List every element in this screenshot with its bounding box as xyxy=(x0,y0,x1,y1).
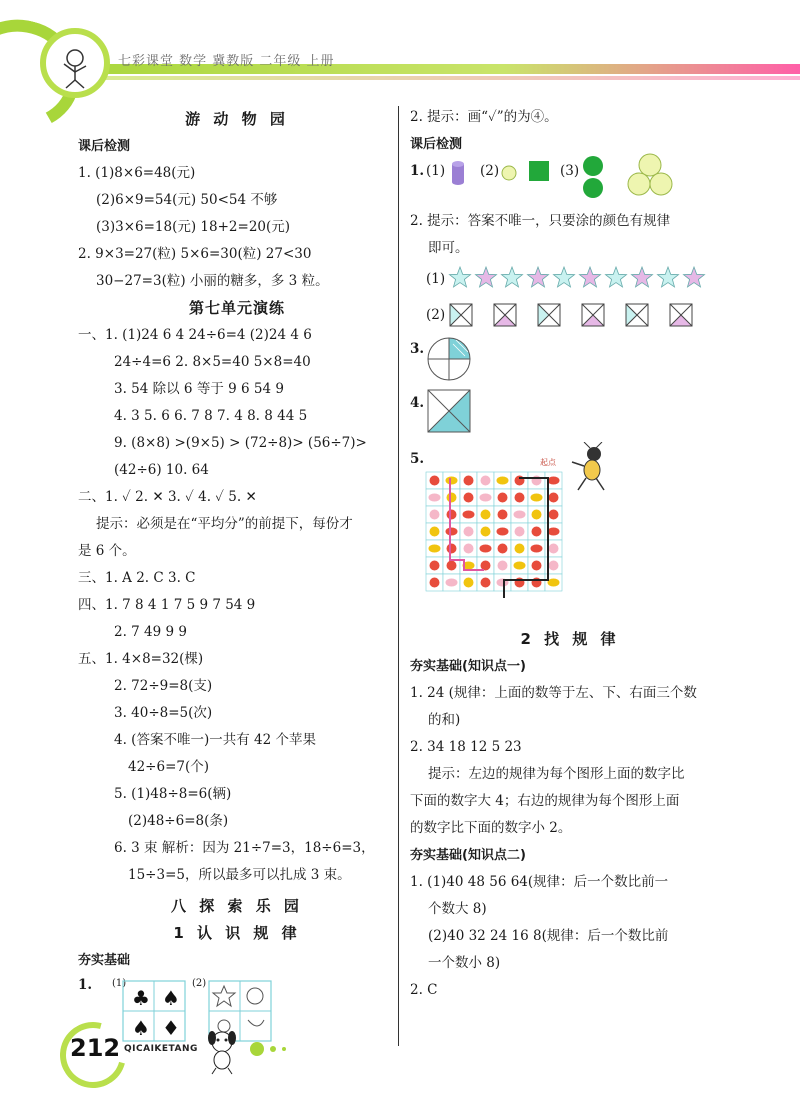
figure-label: (1) xyxy=(112,978,127,989)
star-shape xyxy=(658,267,679,287)
stars-row xyxy=(410,262,730,298)
crossed-square-shape xyxy=(450,304,472,326)
answer-line: 一、1. (1)24 6 4 24÷6=4 (2)24 4 6 xyxy=(78,327,312,343)
fruit-cell xyxy=(548,579,560,587)
answer-line: 1. (1)8×6=48(元) xyxy=(78,165,196,181)
fruit-cell xyxy=(548,528,560,536)
fruit-cell xyxy=(515,544,525,554)
fruit-cell xyxy=(497,477,509,485)
figure-label: (2) xyxy=(426,307,446,323)
maze-figure-group xyxy=(410,446,730,626)
question-number: 3. xyxy=(410,341,425,357)
page-footer xyxy=(60,1020,360,1090)
fruit-cell xyxy=(481,527,491,537)
figure-label: (2) xyxy=(480,163,500,179)
fruit-cell xyxy=(498,561,508,571)
section-heading-after-class: 课后检测 xyxy=(410,137,463,152)
answer-line: 2. 7 49 9 9 xyxy=(114,624,187,640)
answer-line: 4. (答案不唯一)一共有 42 个苹果 xyxy=(114,732,316,748)
fruit-cell xyxy=(531,545,543,553)
fruit-cell xyxy=(464,527,474,537)
answer-line: 4. 3 5. 6 6. 7 8 7. 4 8. 8 44 5 xyxy=(114,408,308,424)
question-number: 5. xyxy=(410,451,425,467)
hint-line: 下面的数字大 4；右边的规律为每个图形上面 xyxy=(410,793,680,809)
hint-line: 2. 提示：答案不唯一，只要涂的颜色有规律 xyxy=(410,213,671,229)
answer-line: 3. 40÷8=5(次) xyxy=(114,705,213,721)
fruit-cell xyxy=(548,477,560,485)
figure-label: (2) xyxy=(192,978,207,989)
footer-dots xyxy=(250,1042,286,1056)
ant-mascot-icon xyxy=(560,442,620,502)
page-number: 212 xyxy=(70,1034,121,1062)
quartered-circle-figure xyxy=(426,336,472,382)
dot-decoration xyxy=(270,1046,276,1052)
answer-line: 2. 提示：画“✓”的为④。 xyxy=(410,109,558,125)
section-title-zoo: 游 动 物 园 xyxy=(185,110,289,128)
left-column xyxy=(78,100,396,1044)
answer-line: 1. (1)40 48 56 64(规律：后一个数比前一 xyxy=(410,874,669,890)
answer-line: 四、1. 7 8 4 1 7 5 9 7 54 9 xyxy=(78,597,256,613)
fruit-cell xyxy=(446,528,458,536)
answer-line: 15÷3=5，所以最多可以扎成 3 束。 xyxy=(128,867,351,883)
fruit-cell xyxy=(447,544,457,554)
star-shape xyxy=(476,267,497,287)
answer-line: 2. 72÷9=8(支) xyxy=(114,678,213,694)
figure-label: (1) xyxy=(426,271,446,287)
squares-row xyxy=(410,298,730,334)
fruit-cell xyxy=(430,527,440,537)
answer-line: (3)3×6=18(元) 18+2=20(元) xyxy=(96,219,291,235)
section-heading-basics: 夯实基础 xyxy=(78,953,131,968)
star-pattern xyxy=(448,264,718,294)
fruit-cell xyxy=(429,494,441,502)
figure-label: (1) xyxy=(426,163,446,179)
fruit-cell xyxy=(480,545,492,553)
hint-line: 是 6 个。 xyxy=(78,543,136,559)
fruit-cell xyxy=(497,528,509,536)
star-shape xyxy=(528,267,549,287)
fruit-cell xyxy=(446,477,458,485)
question-number: 4. xyxy=(410,395,425,411)
dot-decoration xyxy=(250,1042,264,1056)
answer-line: (2)40 32 24 16 8(规律：后一个数比前 xyxy=(428,928,669,944)
fruit-cell xyxy=(531,494,543,502)
answer-line: 1. 24 (规律：上面的数等于左、下、右面三个数 xyxy=(410,685,697,701)
answer-line: 5. (1)48÷8=6(辆) xyxy=(114,786,232,802)
fruit-cell xyxy=(463,511,475,519)
fruit-cell xyxy=(515,527,525,537)
fruit-cell xyxy=(447,510,457,520)
answer-line: 9. (8×8) >(9×5) > (72÷8)> (56÷7)> xyxy=(114,435,367,451)
star-shape xyxy=(684,267,705,287)
fruit-cell xyxy=(429,545,441,553)
section-heading-after-class: 课后检测 xyxy=(78,139,131,154)
right-column xyxy=(410,100,730,1004)
answer-line: (2)48÷6=8(条) xyxy=(128,813,229,829)
dog-mascot-icon xyxy=(200,1026,244,1076)
lesson-title-1: 1 认 识 规 律 xyxy=(173,924,301,942)
diagonal-square-figure xyxy=(426,388,472,434)
answer-line: (42÷6) 10. 64 xyxy=(114,462,209,478)
answer-line: 6. 3 束 解析：因为 21÷7=3，18÷6=3， xyxy=(114,840,375,856)
star-shape xyxy=(606,267,627,287)
star-shape xyxy=(580,267,601,287)
section-heading-basics-2: 夯实基础(知识点二) xyxy=(410,848,526,863)
fruit-cell xyxy=(498,493,508,503)
question-number: 1. xyxy=(78,977,93,993)
crossed-square-shape xyxy=(494,304,516,326)
star-shape xyxy=(450,267,471,287)
hint-line: 提示：必须是在“平均分”的前提下，每份才 xyxy=(96,516,353,532)
fruit-cell xyxy=(480,494,492,502)
fruit-cell xyxy=(464,493,474,503)
answer-line: 五、1. 4×8=32(棵) xyxy=(78,651,204,667)
answer-line: 42÷6=7(个) xyxy=(128,759,210,775)
fruit-cell xyxy=(430,578,440,588)
question-number: 1. xyxy=(410,163,425,179)
column-divider xyxy=(398,106,399,1046)
answer-line: 个数大 8) xyxy=(428,901,487,917)
answer-line: 2. 34 18 12 5 23 xyxy=(410,739,522,755)
svg-text:♠: ♠ xyxy=(132,1016,150,1040)
fruit-cell xyxy=(498,510,508,520)
fruit-cell xyxy=(430,510,440,520)
crossed-square-pattern xyxy=(448,302,718,330)
figure-label: (3) xyxy=(560,163,580,179)
answer-line: 2. C xyxy=(410,982,438,998)
fruit-cell xyxy=(532,561,542,571)
answer-line: 2. 9×3=27(粒) 5×6=30(粒) 27<30 xyxy=(78,246,312,262)
fruit-cell xyxy=(549,510,559,520)
fruit-cell xyxy=(481,578,491,588)
cylinder-shape xyxy=(450,160,466,186)
header-mascot-icon xyxy=(40,28,110,98)
answer-line: 30−27=3(粒) 小丽的糖多，多 3 粒。 xyxy=(96,273,329,289)
hint-line: 提示：左边的规律为每个图形上面的数字比 xyxy=(428,766,685,782)
brand-text: QICAIKETANG xyxy=(124,1044,198,1054)
fruit-cell xyxy=(498,544,508,554)
answer-line: 24÷4=6 2. 8×5=40 5×8=40 xyxy=(114,354,311,370)
star-shape xyxy=(554,267,575,287)
fruit-cell xyxy=(464,578,474,588)
header-stripe-thin xyxy=(60,76,800,80)
answer-line: 三、1. A 2. C 3. C xyxy=(78,570,196,586)
fruit-cell xyxy=(447,493,457,503)
fruit-cell xyxy=(481,476,491,486)
section-heading-basics-1: 夯实基础(知识点一) xyxy=(410,659,526,674)
fruit-cell xyxy=(515,493,525,503)
fruit-cell xyxy=(532,527,542,537)
fruit-cell xyxy=(464,476,474,486)
fruit-cell xyxy=(481,510,491,520)
header-title: 七彩课堂 数学 冀教版 二年级 上册 xyxy=(118,54,335,69)
fruit-cell xyxy=(514,511,526,519)
fruit-cell xyxy=(549,544,559,554)
svg-text:♣: ♣ xyxy=(132,986,150,1010)
hint-line: 即可。 xyxy=(428,240,469,256)
triple-circles-shape xyxy=(626,152,674,198)
fruit-cell xyxy=(532,510,542,520)
circle-figure xyxy=(410,334,730,386)
hint-line: 的数字比下面的数字小 2。 xyxy=(410,820,572,836)
fruit-cell xyxy=(549,493,559,503)
circle-shape xyxy=(500,164,518,182)
crossed-square-shape xyxy=(670,304,692,326)
fruit-cell xyxy=(447,561,457,571)
chapter-title-8: 八 探 索 乐 园 xyxy=(171,897,303,915)
maze-start-label: 起点 xyxy=(540,458,556,467)
fruit-cell xyxy=(464,544,474,554)
fruit-cell xyxy=(549,561,559,571)
square-figure xyxy=(410,386,730,446)
lesson-title-2: 2 找 规 律 xyxy=(520,630,620,648)
crossed-square-shape xyxy=(626,304,648,326)
dot-decoration xyxy=(282,1047,286,1051)
page-header xyxy=(0,0,800,110)
fruit-cell xyxy=(430,561,440,571)
fruit-maze-grid xyxy=(424,470,570,600)
section-title-unit7: 第七单元演练 xyxy=(188,299,285,317)
answer-line: 的和) xyxy=(428,712,461,728)
fruit-cell xyxy=(514,562,526,570)
answer-line: 二、1. ✓ 2. ✕ 3. ✓ 4. ✓ 5. ✕ xyxy=(78,489,257,505)
fruit-cell xyxy=(446,579,458,587)
answer-line: 一个数小 8) xyxy=(428,955,501,971)
svg-text:♦: ♦ xyxy=(162,1016,180,1040)
crossed-square-shape xyxy=(582,304,604,326)
answer-line: 3. 54 除以 6 等于 9 6 54 9 xyxy=(114,381,284,397)
stacked-circles-shape xyxy=(580,154,606,202)
star-shape xyxy=(632,267,653,287)
shapes-answer-row xyxy=(410,158,730,208)
crossed-square-shape xyxy=(538,304,560,326)
star-shape xyxy=(502,267,523,287)
svg-text:♠: ♠ xyxy=(162,986,180,1010)
answer-line: (2)6×9=54(元) 50<54 不够 xyxy=(96,192,278,208)
square-shape xyxy=(528,160,550,182)
fruit-cell xyxy=(430,476,440,486)
